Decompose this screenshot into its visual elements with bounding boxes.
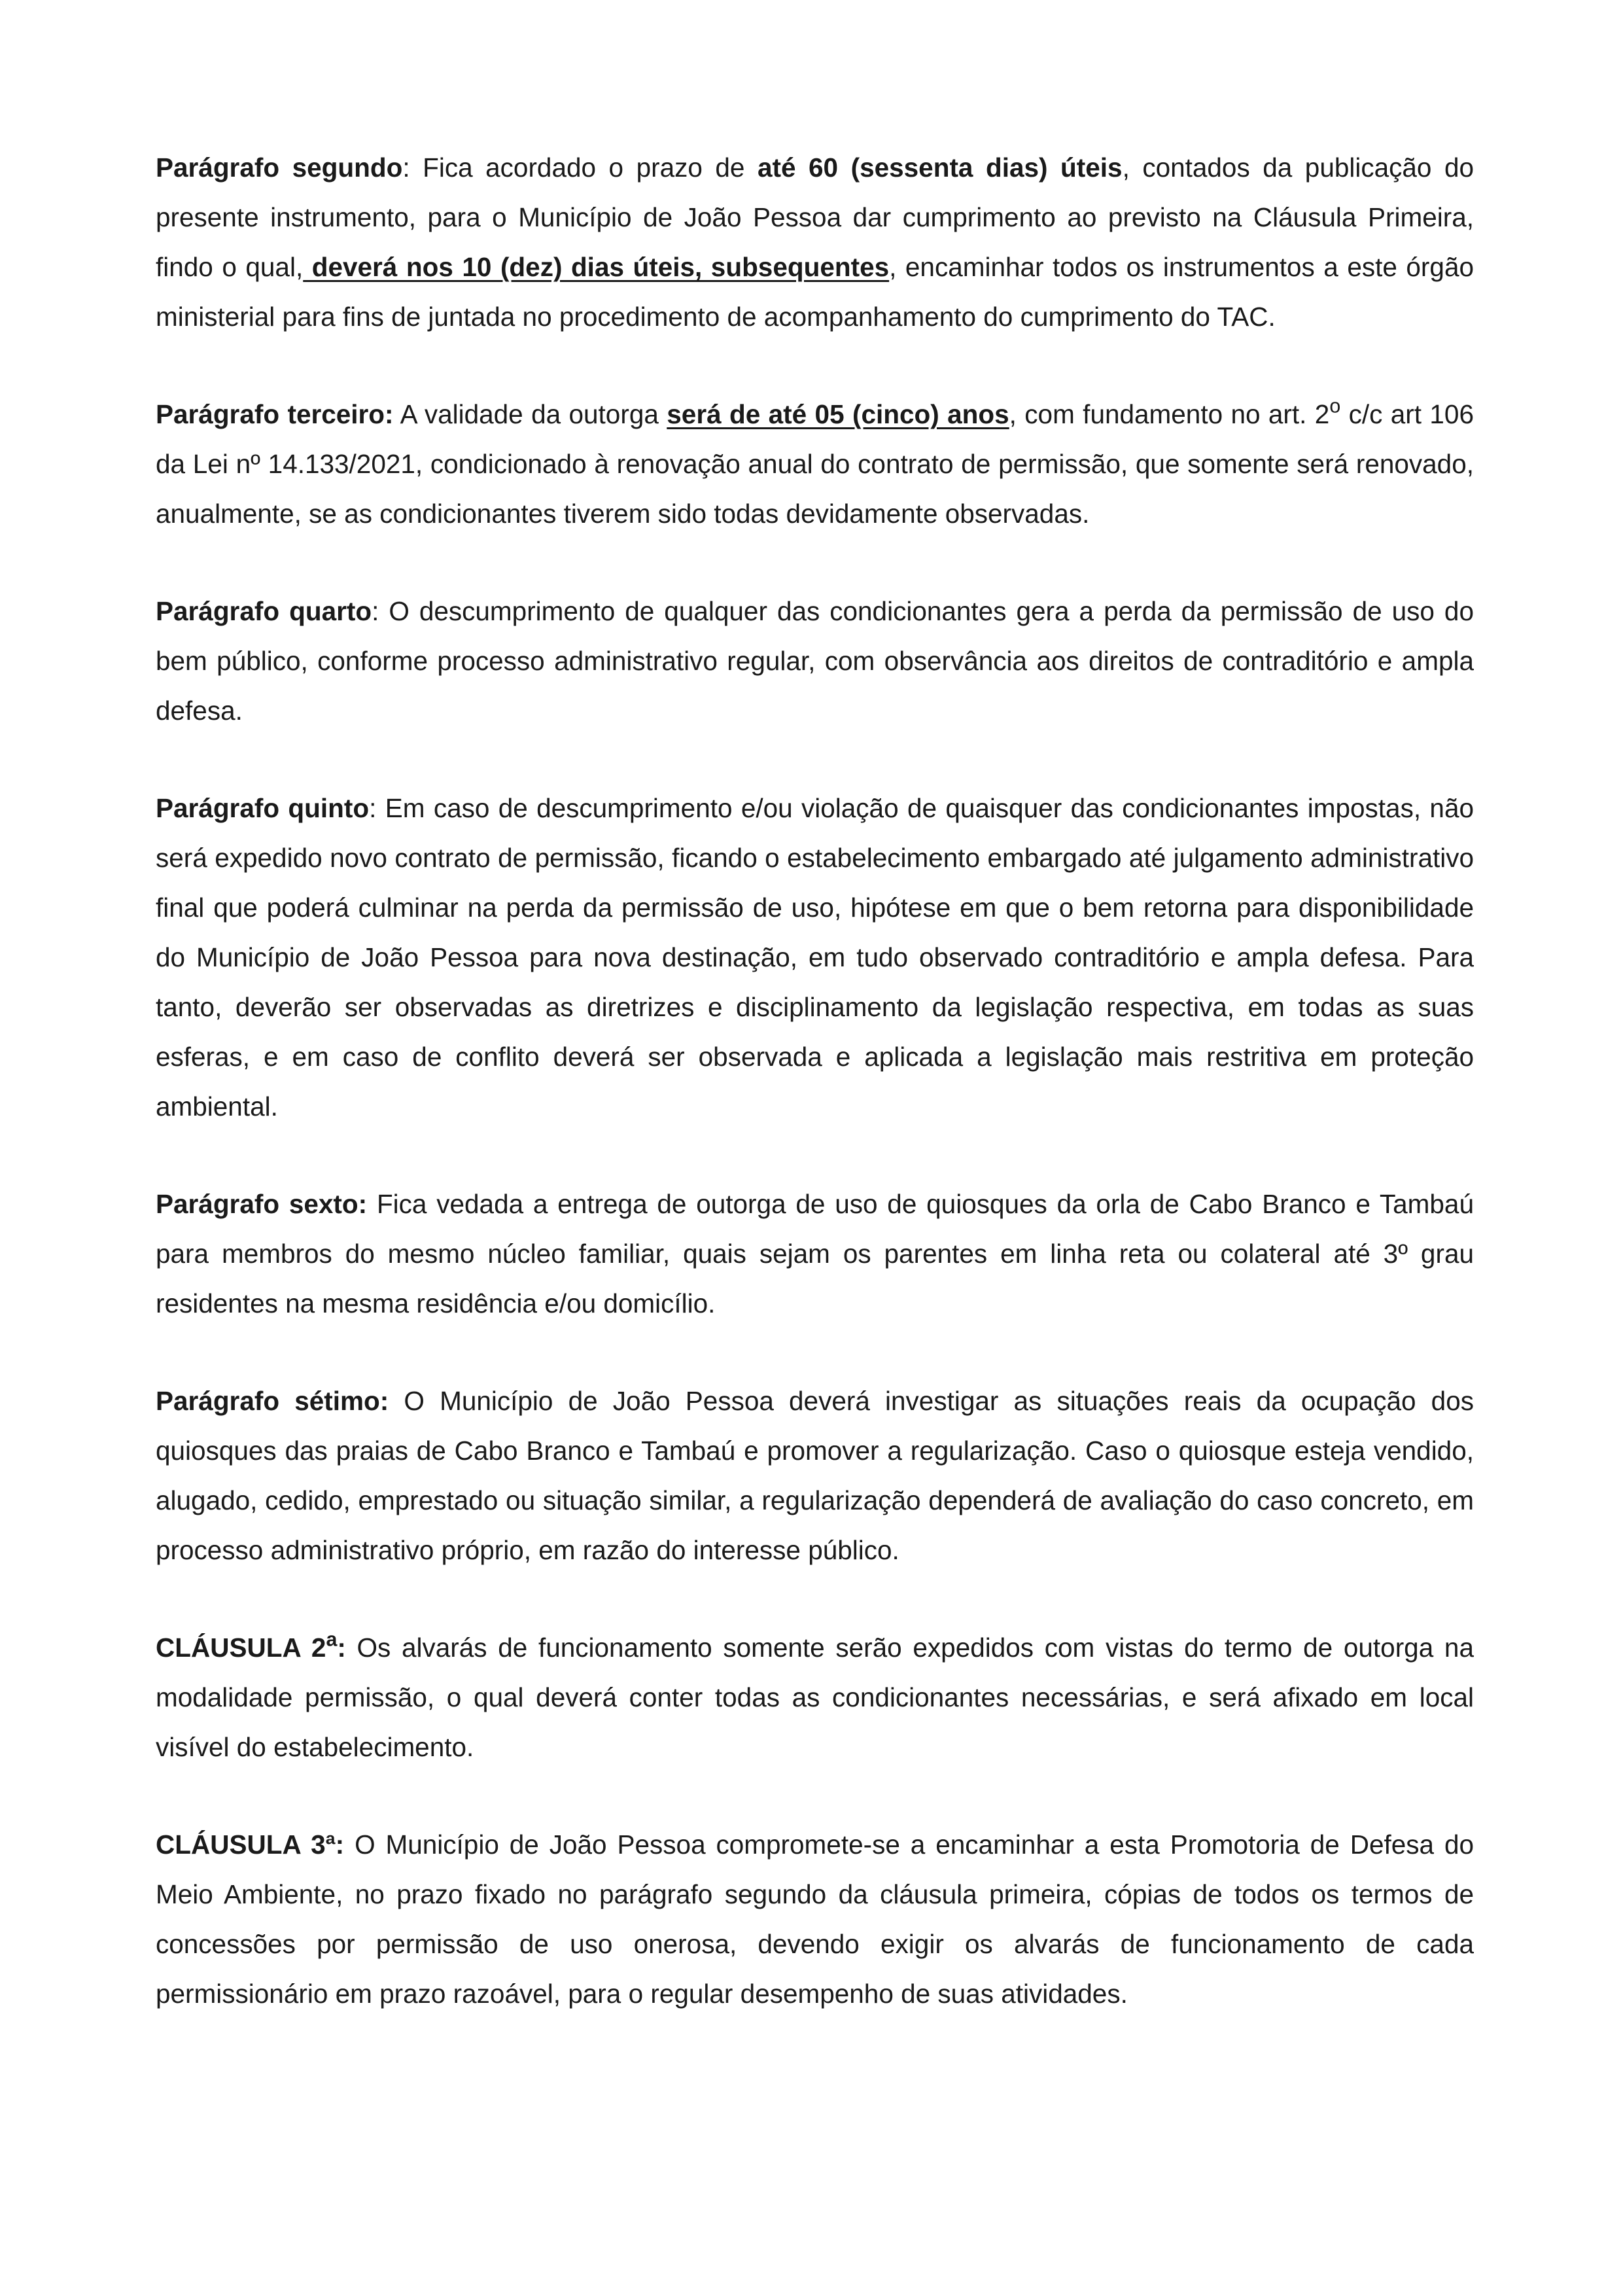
paragrafo-segundo (156, 143, 1474, 342)
paragrafo-sexto-label: Parágrafo sexto: (156, 1189, 368, 1219)
paragrafo-segundo-subsequentes: deverá nos 10 (dez) dias úteis, subsequentes (303, 252, 890, 282)
paragrafo-segundo-prazo: até 60 (sessenta dias) úteis (757, 152, 1123, 183)
paragrafo-quarto-text: : O descumprimento de qualquer das condicionantes gera a perda da permissão de uso do bem público, conforme processo administrativo regular, com observância aos direitos de contraditório e ampla defesa. (156, 596, 1474, 726)
paragrafo-terceiro (156, 389, 1474, 539)
paragrafo-terceiro-validade: será de até 05 (cinco) anos (667, 399, 1009, 429)
clausula-terceira (156, 1820, 1474, 2019)
paragrafo-segundo-text-3: , encaminhar todos os instrumentos a este órgão ministerial para fins de juntada no procedimento de acompanhamento do cumprimento do TAC. (156, 252, 1474, 332)
document-page (156, 143, 1474, 2019)
clausula-segunda-label: CLÁUSULA 2 (156, 1633, 326, 1663)
clausula-segunda (156, 1623, 1474, 1772)
clausula-terceira-label: CLÁUSULA 3ª: (156, 1829, 345, 1860)
paragrafo-segundo-text-2: , contados da publicação do presente instrumento, para o Município de João Pessoa dar cumprimento ao previsto na Cláusula Primeira, findo o qual, (156, 152, 1474, 282)
paragrafo-terceiro-text-2: , com fundamento no art. 2 (1009, 399, 1330, 429)
paragrafo-terceiro-sup: o (1329, 395, 1341, 417)
paragrafo-terceiro-text-1: A validade da outorga (393, 399, 667, 429)
clausula-segunda-colon: : (337, 1633, 346, 1663)
paragrafo-quarto (156, 586, 1474, 735)
paragrafo-quarto-label: Parágrafo quarto (156, 596, 372, 626)
paragrafo-quinto-label: Parágrafo quinto (156, 793, 370, 823)
clausula-terceira-text: O Município de João Pessoa compromete-se a encaminhar a esta Promotoria de Defesa do Meio Ambiente, no prazo fixado no parágrafo segundo da cláusula primeira, cópias de todos os termos de concessões por permissão de uso onerosa, devendo exigir os alvarás de funcionamento de cada permissionário em prazo razoável, para o regular desempenho de suas atividades. (156, 1829, 1474, 2009)
paragrafo-quinto (156, 783, 1474, 1131)
paragrafo-segundo-label: Parágrafo segundo (156, 152, 403, 183)
paragrafo-segundo-text-1: : Fica acordado o prazo de (402, 152, 758, 183)
paragrafo-sexto-text: Fica vedada a entrega de outorga de uso de quiosques da orla de Cabo Branco e Tambaú para membros do mesmo núcleo familiar, quais sejam os parentes em linha reta ou colateral até 3º grau residentes na mesma residência e/ou domicílio. (156, 1189, 1474, 1318)
paragrafo-terceiro-text-3: c/c art 106 da Lei nº 14.133/2021, condicionado à renovação anual do contrato de permissão, que somente será renovado, anualmente, se as condicionantes tiverem sido todas devidamente observadas. (156, 399, 1474, 529)
paragrafo-setimo-text: O Município de João Pessoa deverá investigar as situações reais da ocupação dos quiosques das praias de Cabo Branco e Tambaú e promover a regularização. Caso o quiosque esteja vendido, alugado, cedido, emprestado ou situação similar, a regularização dependerá de avaliação do caso concreto, em processo administrativo próprio, em razão do interesse público. (156, 1386, 1474, 1565)
paragrafo-terceiro-label: Parágrafo terceiro: (156, 399, 394, 429)
paragrafo-sexto (156, 1179, 1474, 1328)
clausula-segunda-text: Os alvarás de funcionamento somente serão expedidos com vistas do termo de outorga na modalidade permissão, o qual deverá conter todas as condicionantes necessárias, e será afixado em local visível do estabelecimento. (156, 1633, 1474, 1762)
paragrafo-setimo-label: Parágrafo sétimo: (156, 1386, 389, 1416)
paragrafo-quinto-text: : Em caso de descumprimento e/ou violação de quaisquer das condicionantes impostas, não será expedido novo contrato de permissão, ficando o estabelecimento embargado até julgamento administrativo final que poderá culminar na perda da permissão de uso, hipótese em que o bem retorna para disponibilidade do Município de João Pessoa para nova destinação, em tudo observado contraditório e ampla defesa. Para tanto, deverão ser observadas as diretrizes e disciplinamento da legislação respectiva, em todas as suas esferas, e em caso de conflito deverá ser observada e aplicada a legislação mais restritiva em proteção ambiental. (156, 793, 1474, 1122)
paragrafo-setimo (156, 1376, 1474, 1575)
clausula-segunda-sup: a (326, 1629, 338, 1651)
